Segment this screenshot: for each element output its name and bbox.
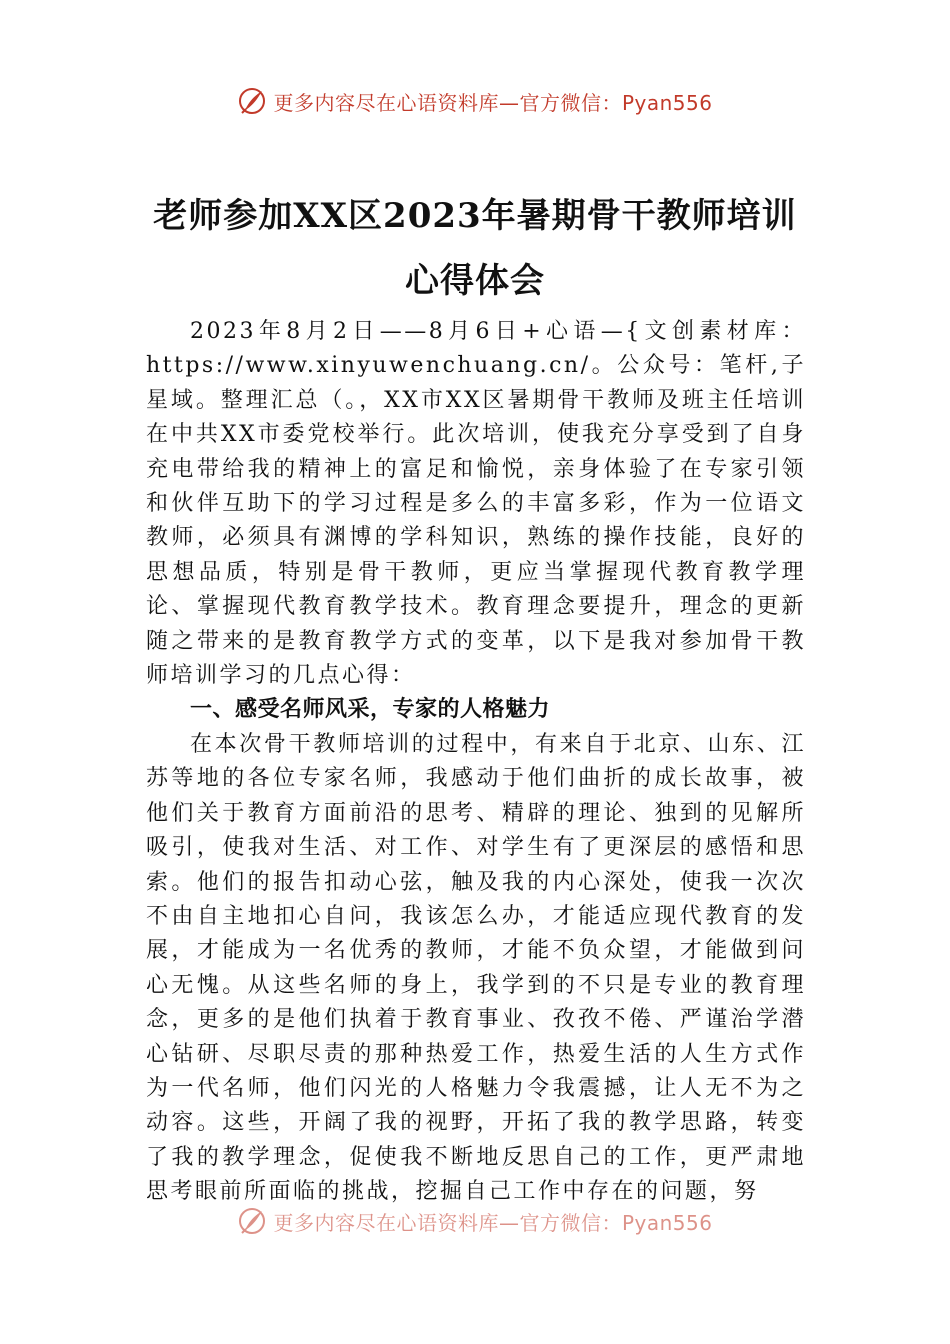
section-heading-1: 一、感受名师风采，专家的人格魅力 bbox=[190, 697, 551, 723]
document-body bbox=[146, 315, 806, 1210]
paragraph-intro: 2023年8月2日——8月6日+心语—{文创素材库：https://www.xinyuwenchuang.cn/。公众号：笔杆,子星域。整理汇总（。，XX市XX区暑期骨干教师及班主任培训在中共XX市委党校举行。此次培训，使我充分享受到了自身充电带给我的精神上的富足和愉悦，亲身体验了在专家引领和伙伴互助下的学习过程是多么的丰富多彩，作为一位语文教师，必须具有渊博的学科知识，熟练的操作技能，良好的思想品质，特别是骨干教师，更应当掌握现代教育教学理论、掌握现代教育教学技术。教育理念要提升，理念的更新随之带来的是教育教学方式的变革，以下是我对参加骨干教师培训学习的几点心得： bbox=[146, 319, 806, 689]
feather-logo-icon bbox=[237, 1206, 267, 1236]
feather-logo-icon bbox=[237, 86, 267, 116]
watermark-header-text: 更多内容尽在心语资料库—官方微信：Pyan556 bbox=[273, 90, 713, 115]
document-title-line1: 老师参加XX区2023年暑期骨干教师培训 bbox=[153, 196, 797, 236]
document-title-line2: 心得体会 bbox=[405, 261, 545, 301]
watermark-header bbox=[0, 86, 950, 116]
paragraph-section-1: 在本次骨干教师培训的过程中，有来自于北京、山东、江苏等地的各位专家名师，我感动于他们曲折的成长故事，被他们关于教育方面前沿的思考、精辟的理论、独到的见解所吸引，使我对生活、对工作、对学生有了更深层的感悟和思索。他们的报告扣动心弦，触及我的内心深处，使我一次次不由自主地扣心自问，我该怎么办，才能适应现代教育的发展，才能成为一名优秀的教师，才能不负众望，才能做到问心无愧。从这些名师的身上，我学到的不只是专业的教育理念，更多的是他们执着于教育事业、孜孜不倦、严谨治学潜心钻研、尽职尽责的那种热爱工作，热爱生活的人生方式作为一代名师，他们闪光的人格魅力令我震撼，让人无不为之动容。这些，开阔了我的视野，开拓了我的教学思路，转变了我的教学理念，促使我不断地反思自己的工作，更严肃地思考眼前所面临的挑战，挖掘自己工作中存在的问题，努 bbox=[146, 731, 806, 1205]
watermark-footer bbox=[0, 1206, 950, 1236]
watermark-footer-text: 更多内容尽在心语资料库—官方微信：Pyan556 bbox=[273, 1210, 713, 1235]
